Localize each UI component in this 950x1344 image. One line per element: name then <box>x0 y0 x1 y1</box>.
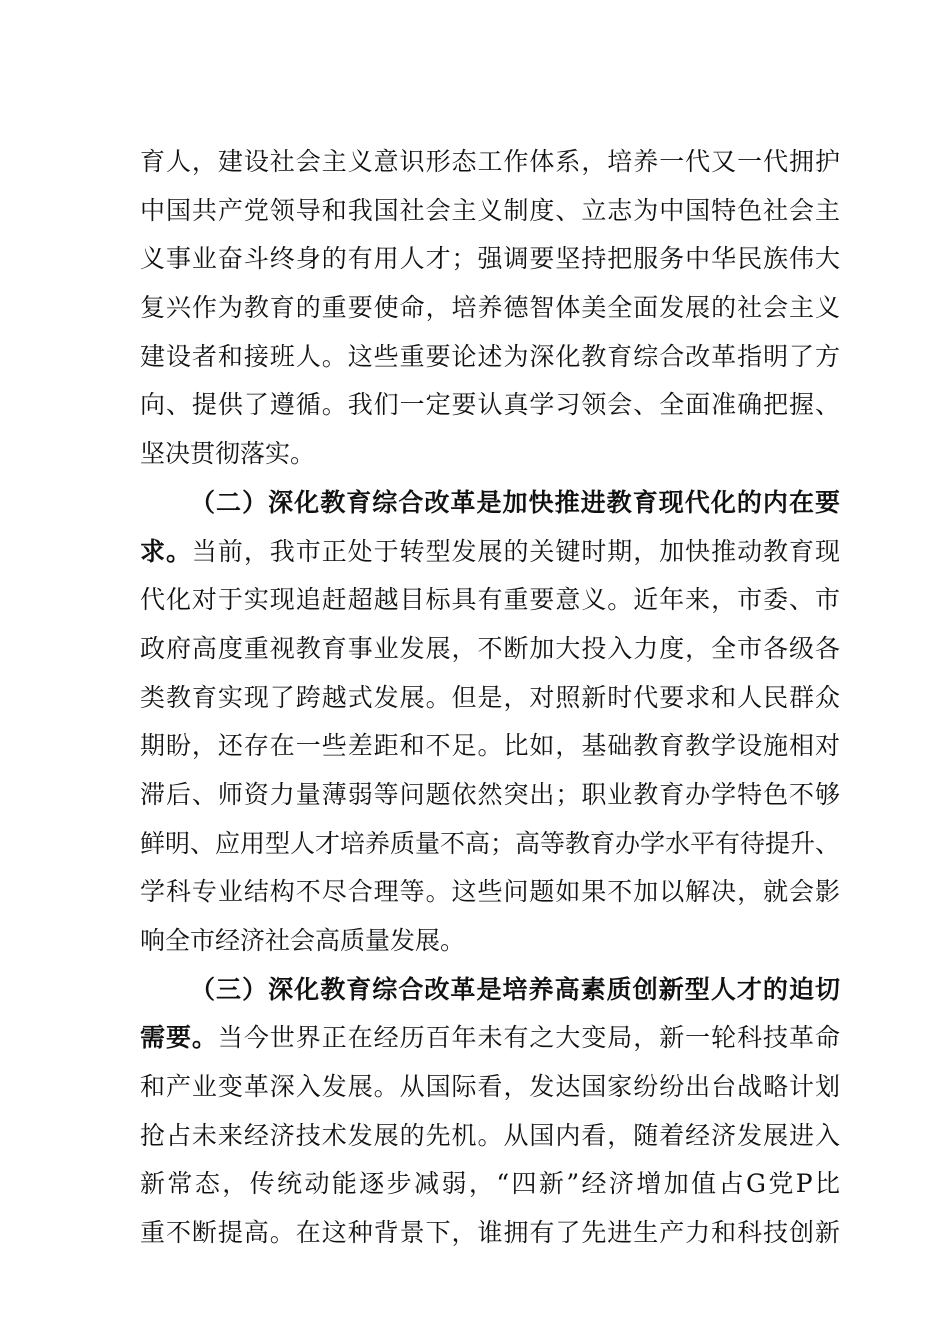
paragraph-2-line-3: 代化对于实现追赶超越目标具有重要意义。近年来，市委、市 <box>140 585 840 615</box>
paragraph-3-line-3: 和产业变革深入发展。从国际看，发达国家纷纷出台战略计划 <box>140 1072 840 1102</box>
paragraph-2-line-6: 期盼，还存在一些差距和不足。比如，基础教育教学设施相对 <box>140 731 840 761</box>
paragraph-2-line-9: 学科专业结构不尽合理等。这些问题如果不加以解决，就会影 <box>140 877 840 907</box>
paragraph-2-line-2-text: 当前，我市正处于转型发展的关键时期，加快推动教育现 <box>191 536 840 566</box>
paragraph-2-line-10: 响全市经济社会高质量发展。 <box>140 926 466 955</box>
paragraph-2-heading-end: 求。 <box>140 536 192 566</box>
paragraph-3-heading: （三）深化教育综合改革是培养高素质创新型人才的迫切 <box>190 974 840 1004</box>
paragraph-1-line-7: 坚决贯彻落实。 <box>140 439 316 469</box>
paragraph-2-line-7: 滞后、师资力量薄弱等问题依然突出；职业教育办学特色不够 <box>140 779 840 809</box>
paragraph-3-heading-end: 需要。 <box>140 1023 218 1053</box>
paragraph-1-line-1: 育人，建设社会主义意识形态工作体系，培养一代又一代拥护 <box>140 147 840 176</box>
paragraph-1-line-3: 义事业奋斗终身的有用人才；强调要坚持把服务中华民族伟大 <box>140 244 840 274</box>
paragraph-2-line-5: 类教育实现了跨越式发展。但是，对照新时代要求和人民群众 <box>140 682 840 712</box>
paragraph-1-line-5: 建设者和接班人。这些重要论述为深化教育综合改革指明了方 <box>140 341 840 371</box>
paragraph-2-line-8: 鲜明、应用型人才培养质量不高；高等教育办学水平有待提升、 <box>140 828 840 858</box>
paragraph-1-line-4: 复兴作为教育的重要使命，培养德智体美全面发展的社会主义 <box>140 293 840 323</box>
paragraph-3-line-4: 抢占未来经济技术发展的先机。从国内看，随着经济发展进入 <box>140 1120 840 1150</box>
paragraph-3-line-2-text: 当今世界正在经历百年未有之大变局，新一轮科技革命 <box>217 1023 840 1053</box>
paragraph-2-line-2 <box>140 528 840 577</box>
paragraph-3-line-2 <box>140 1014 840 1063</box>
paragraph-2-heading: （二）深化教育综合改革是加快推进教育现代化的内在要 <box>190 487 840 517</box>
paragraph-3-line-6: 重不断提高。在这种背景下，谁拥有了先进生产力和科技创新 <box>140 1218 840 1248</box>
paragraph-3-line-5: 新常态，传统动能逐步减弱，“四新”经济增加值占G党P比 <box>140 1169 840 1199</box>
paragraph-2-line-4: 政府高度重视教育事业发展，不断加大投入力度，全市各级各 <box>140 633 840 663</box>
paragraph-1-line-6: 向、提供了遵循。我们一定要认真学习领会、全面准确把握、 <box>140 390 840 420</box>
document-body <box>140 138 840 1258</box>
paragraph-1-line-2: 中国共产党领导和我国社会主义制度、立志为中国特色社会主 <box>140 195 840 225</box>
